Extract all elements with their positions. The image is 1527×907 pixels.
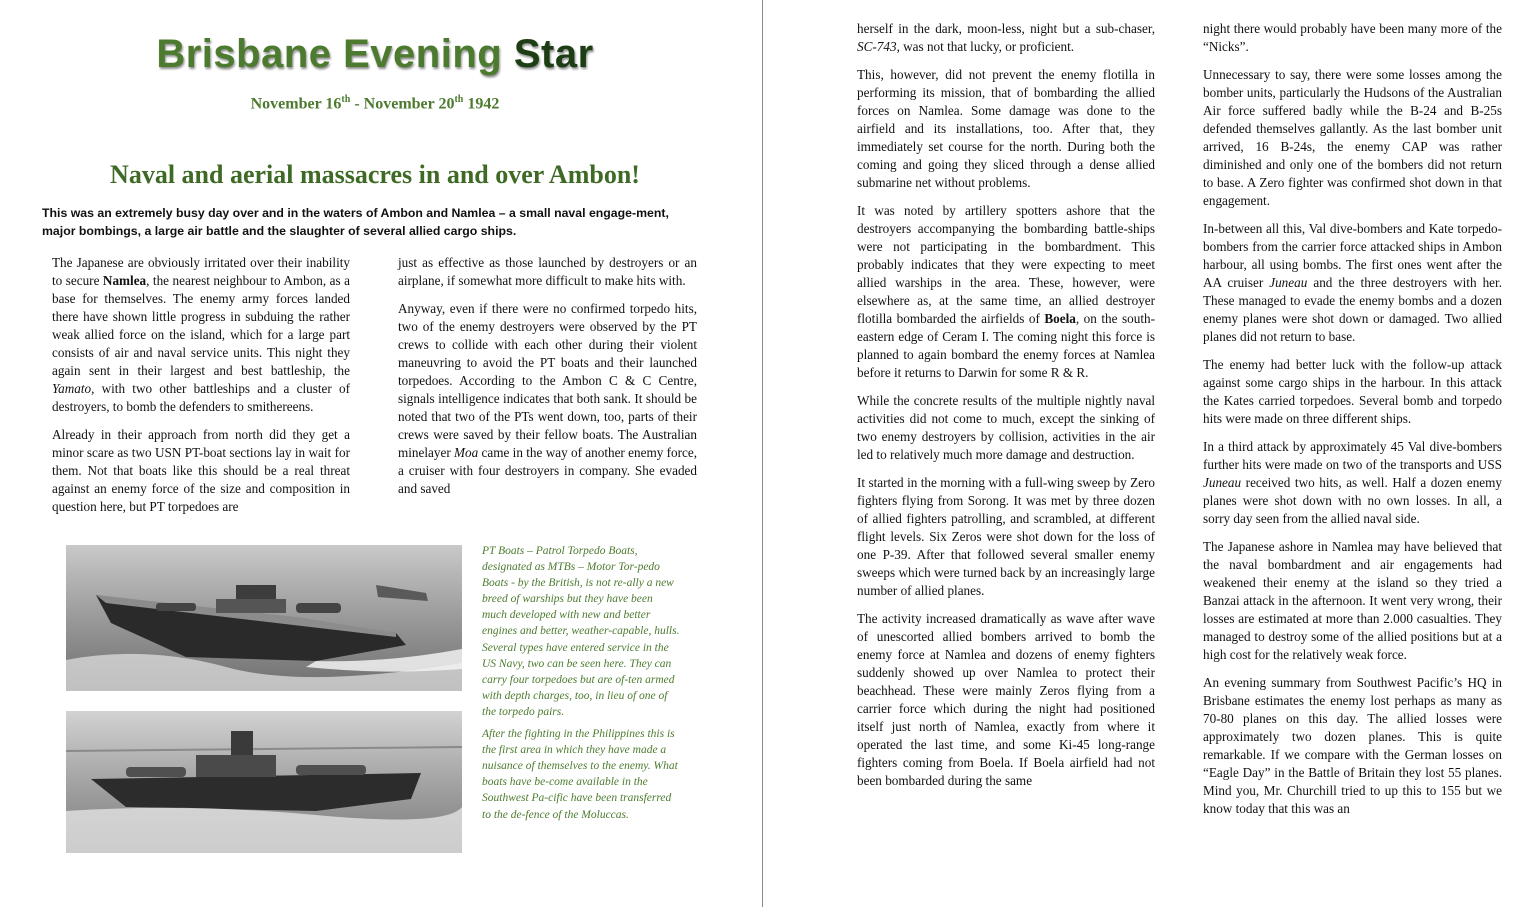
- text-run: In-between all this, Val dive-bombers and Kate torpedo-bombers from the carrier force attacked ships in Ambon harbour, all using bombs. The first ones went after the AA cruiser: [1203, 221, 1502, 290]
- text-run: , with two other battleships and a cluster of destroyers, to bomb the defenders to smithereens.: [52, 381, 350, 414]
- paragraph: The enemy had better luck with the follow-up attack against some cargo ships in the harbour. In this attack the Kates carried torpedoes. Several bomb and torpedo hits were made on three different ships.: [1203, 357, 1502, 426]
- paragraph: [1203, 438, 1502, 528]
- ship-name: Moa: [454, 445, 479, 460]
- page-divider: [762, 0, 763, 907]
- place-name: Boela: [1044, 311, 1076, 326]
- paragraph: While the concrete results of the multiple nightly naval activities did not come to much, except the sinking of two enemy destroyers by collision, activities in the air led to relatively much more damage and destruction.: [857, 393, 1155, 462]
- date-separator: -: [350, 95, 364, 113]
- paragraph: The Japanese ashore in Namlea may have believed that the naval bombardment and air engagements had weakened their enemy at the island so they tried a Banzai attack in the afternoon. It went very wrong, their losses are estimated at more than 2.000 casualties. They managed to destroy some of the allied positions but at a high cost for the relatively weak force.: [1203, 539, 1502, 662]
- masthead: [60, 32, 690, 77]
- text-run: , the nearest neighbour to Ambon, as a base for themselves. The enemy army forces landed there have shown little progress in subduing the rather weak allied force on the island, which for a large part consists of air and naval service units. This night they again sent in their largest and best battleship, the: [52, 273, 351, 378]
- dateline: [60, 94, 690, 113]
- article-column-3: [857, 20, 1155, 800]
- paragraph: [52, 254, 350, 416]
- article-column-4: [1203, 20, 1502, 828]
- paragraph: This, however, did not prevent the enemy flotilla in performing its mission, that of bombarding the allied forces on Namlea. Some damage was done to the airfield and its installations, too. After that, they immediately set course for the north. During both the coming and going they sliced through a dense allied submarine net without problems.: [857, 67, 1155, 190]
- date-end: November 20: [363, 95, 455, 113]
- standfirst: This was an extremely busy day over and in the waters of Ambon and Namlea – a small naval engage-ment, major bombings, a large air battle and the slaughter of several allied cargo ships.: [42, 206, 669, 238]
- article-column-1: [52, 254, 350, 526]
- ship-name: Juneau: [1203, 475, 1242, 490]
- date-end-sup: th: [454, 94, 464, 105]
- paragraph: It started in the morning with a full-wing sweep by Zero fighters flying from Sorong. It was met by three dozen of allied fighters patrolling, and scrambled, at different flight levels. Six Zeros were shot down for the loss of one P-39. After that followed several smaller enemy sweeps which were turned back by an increasingly large number of allied planes.: [857, 475, 1155, 598]
- pt-boat-photo-2: [66, 711, 462, 853]
- paragraph: just as effective as those launched by destroyers or an airplane, if somewhat more difficult to make hits with.: [398, 255, 697, 288]
- paragraph: The activity increased dramatically as wave after wave of unescorted allied bombers arrived to bomb the enemy force at Namlea and dozens of enemy fighters suddenly showed up over Namlea to protect their beachhead. These were mainly Zeros flying from a carrier force which during the night had positioned itself just north of Namlea, exactly from where it operated the last time, and some Ki-45 long-range fighters coming from Boela. If Boela airfield had not been bombarded during the same: [857, 611, 1155, 788]
- article-column-2: [398, 254, 697, 508]
- masthead-title: Brisbane Evening: [156, 32, 514, 76]
- masthead-star: Star: [513, 32, 594, 76]
- text-run: , was not that lucky, or proficient.: [896, 39, 1075, 54]
- ship-name: Yamato: [52, 381, 92, 396]
- paragraph: night there would probably have been many more of the “Nicks”.: [1203, 21, 1502, 54]
- photo-caption: [482, 543, 680, 829]
- text-run: came in the way of another enemy force, a cruiser with four destroyers in company. She evaded and saved: [398, 445, 697, 496]
- place-name: Namlea: [102, 273, 147, 288]
- text-run: Anyway, even if there were no confirmed torpedo hits, two of the enemy destroyers were observed by the PT crews to collide with each other during their violent maneuvring to avoid the PT boats and their launched torpedoes. According to the Ambon C & C Centre, signals intelligence indicates that both sank. It should be noted that two of the PTs went down, too, parts of their crews were saved by their fellow boats. The Australian minelayer: [398, 301, 697, 460]
- paragraph: Already in their approach from north did they get a minor scare as two USN PT-boat sections lay in wait for them. Not that boats like this should be a real threat against an enemy force of the size and composition in question here, but PT torpedoes are: [52, 427, 350, 514]
- date-start-sup: th: [341, 94, 351, 105]
- pt-boat-photo-1: [66, 545, 462, 691]
- text-run: It was noted by artillery spotters ashore that the destroyers accompanying the bombarding battle-ships were not participating in the bombardment. This probably indicates that they were expecting to meet allied warships in the area. These, however, were elsewhere as, at the same time, an allied destroyer flotilla bombarded the airfields of: [857, 203, 1155, 326]
- paragraph: [857, 202, 1155, 382]
- paragraph: [398, 300, 697, 498]
- text-run: , on the south-eastern edge of Ceram I. The coming night this force is planned to again bombard the enemy forces at Namlea before it returns to Darwin for some R & R.: [857, 311, 1155, 380]
- ship-name: Juneau: [1269, 275, 1308, 290]
- date-year: 1942: [463, 95, 500, 113]
- ship-name: SC-743: [857, 39, 897, 54]
- paragraph: Unnecessary to say, there were some losses among the bomber units, particularly the Hudsons of the Australian Air force suffered badly while the B-24 and B-25s defended themselves gallantly. As the last bomber unit arrived, 16 B-24s, the enemy CAP was rather diminished and only one of the bombers did not return to base. A Zero fighter was confirmed shot down in that engagement.: [1203, 67, 1502, 208]
- text-run: received two hits, as well. Half a dozen enemy planes were shot down with no own losses. In all, a sorry day seen from the allied naval side.: [1203, 475, 1502, 526]
- caption-paragraph: After the fighting in the Philippines this is the first area in which they have made a nuisance of themselves to the enemy. What boats have be-come available in the Southwest Pa-cific have been transferred to the de-fence of the Moluccas.: [482, 728, 678, 821]
- headline: Naval and aerial massacres in and over Ambon!: [110, 160, 640, 189]
- paragraph: [857, 20, 1155, 56]
- text-run: In a third attack by approximately 45 Val dive-bombers further hits were made on two of the transports and USS: [1203, 439, 1502, 472]
- paragraph: [1203, 220, 1502, 346]
- text-run: The Japanese are obviously irritated over their inability to secure: [52, 255, 350, 288]
- text-run: herself in the dark, moon-less, night but a sub-chaser,: [857, 21, 1155, 36]
- paragraph: An evening summary from Southwest Pacific’s HQ in Brisbane estimates the enemy lost perhaps as many as 70-80 planes on this day. The allied losses were approximately two dozen planes. This is quite remarkable. If we compare with the German losses on “Eagle Day” in the Battle of Britain they lost 55 planes. Mind you, Mr. Churchill tried to up this to 155 but we know today that this was an: [1203, 675, 1502, 816]
- date-start: November 16: [250, 95, 342, 113]
- text-run: and the three destroyers with her. These managed to evade the enemy bombs and a dozen enemy planes were shot down or damaged. Two allied planes did not return to base.: [1203, 275, 1502, 344]
- caption-paragraph: PT Boats – Patrol Torpedo Boats, designated as MTBs – Motor Tor-pedo Boats - by the British, is not re-ally a new breed of warships but they have been much developed with new and better engines and better, weather-capable, hulls. Several types have entered service in the US Navy, two can be seen here. They can carry four torpedoes but are of-ten armed with depth charges, too, in lieu of one of the torpedo pairs.: [482, 545, 680, 718]
